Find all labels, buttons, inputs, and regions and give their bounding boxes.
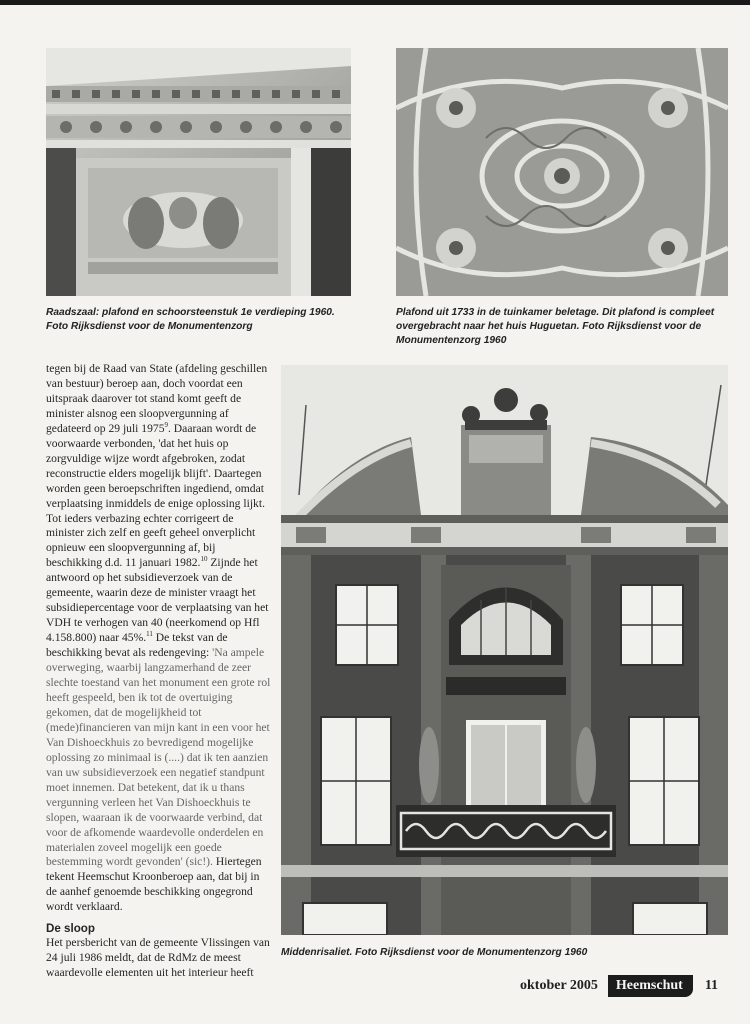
page-number: 11 [704, 978, 719, 993]
article-paragraph: tegen bij de Raad van State (afdeling geschillen van bestuur) beroep aan, doch voordat een uitspraak daarover tot stand komt geeft de minister alsnog een sloopvergunning af gedateerd op 29 juli 1975$^9$. Daaraan wordt de voorwaarde verbonden, 'dat het huis op zorgvuldige wijze wordt afgebroken, zodat reconstructie elders mogelijk blijft'. Daartegen worden geen beroepschriften ingediend, omdat verplaatsing inmiddels de enige oplossing lijkt. [46, 362, 268, 510]
caption-middenrisaliet: Middenrisaliet. Foto Rijksdienst voor de Monumentenzorg 1960 [281, 947, 588, 958]
article-body [46, 362, 271, 981]
article-paragraph: Tot ieders verbazing echter corrigeert de minister zich zelf en geeft geheel onverplicht opnieuw een sloopvergunning af, bij beschikking d.d. 11 januari 1982.10 Zijnde het antwoord op het subsidieverzoek van de gemeente, waarin deze de minister vraagt het subsidiepercentage voor de verplaatsing van het VDH te verhogen van 40 (neerkomend op Hfl 4.158.800) naar 45%.$^{11}$ De tekst van de beschikking bevat als redengeving: 'Na ampele overweging, waarbij langzamerhand de zeer slechte toestand van het monument een grote rol heeft gespeeld, ben ik tot de overtuiging gekomen, dat de mogelijkheid tot (mede)financieren van mijn kant in een voor het Van Dishoeckhuis zo bevredigend mogelijke oplossing zo minimaal is (....) dat ik ten aanzien van uw subsidieverzoek een negatief standpunt moet innemen. Dat betekent, dat ik u thans vergunning verleen het Van Dishoeckhuis te slopen, waaraan ik de voorwaarde verbind, dat voor de afkomende waardevolle onderdelen en materialen zoveel mogelijk een goede bestemming wordt gevonden' (sic!). Hiertegen tekent Heemschut Kroonberoep aan, dat bij in de aanhef genoemde beschikking ongegrond wordt verklaard. [46, 511, 271, 914]
caption-raadszaal: Raadszaal: plafond en schoorsteenstuk 1e verdieping 1960. Foto Rijksdienst voor de Monumentenzorg [46, 307, 335, 332]
article-paragraph: Het persbericht van de gemeente Vlissingen van 24 juli 1986 meldt, dat de RdMz de meest waardevolle elementen uit het interieur heeft [46, 936, 270, 980]
article-quote: 'Na ampele overweging, waarbij langzamerhand de zeer slechte toestand van het monument een grote rol heeft gespeeld, ben ik tot de overtuiging gekomen, dat de mogelijkheid tot (mede)financieren van mijn kant in een voor het Van Dishoeckhuis zo bevredigend mogelijke oplossing zo minimaal is (....) dat ik ten aanzien van uw subsidieverzoek een negatief standpunt moet innemen. Dat betekent, dat ik u thans vergunning verleen het Van Dishoeckhuis te slopen, waaraan ik de voorwaarde verbind, dat voor de afkomende waardevolle onderdelen en materialen zoveel mogelijk een goede bestemming wordt gevonden' (sic!). [46, 646, 271, 869]
caption-plafond: Plafond uit 1733 in de tuinkamer beletage. Dit plafond is compleet overgebracht naar het huis Huguetan. Foto Rijksdienst voor de Monumentenzorg 1960 [396, 307, 715, 346]
top-rule [0, 0, 750, 5]
page-footer [520, 975, 718, 997]
magazine-brand: Heemschut [608, 975, 693, 997]
section-heading: De sloop [46, 922, 95, 936]
photo-plafond [396, 48, 728, 296]
issue-date: oktober 2005 [520, 978, 598, 993]
photo-middenrisaliet [281, 365, 728, 935]
photo-raadszaal [46, 48, 351, 296]
